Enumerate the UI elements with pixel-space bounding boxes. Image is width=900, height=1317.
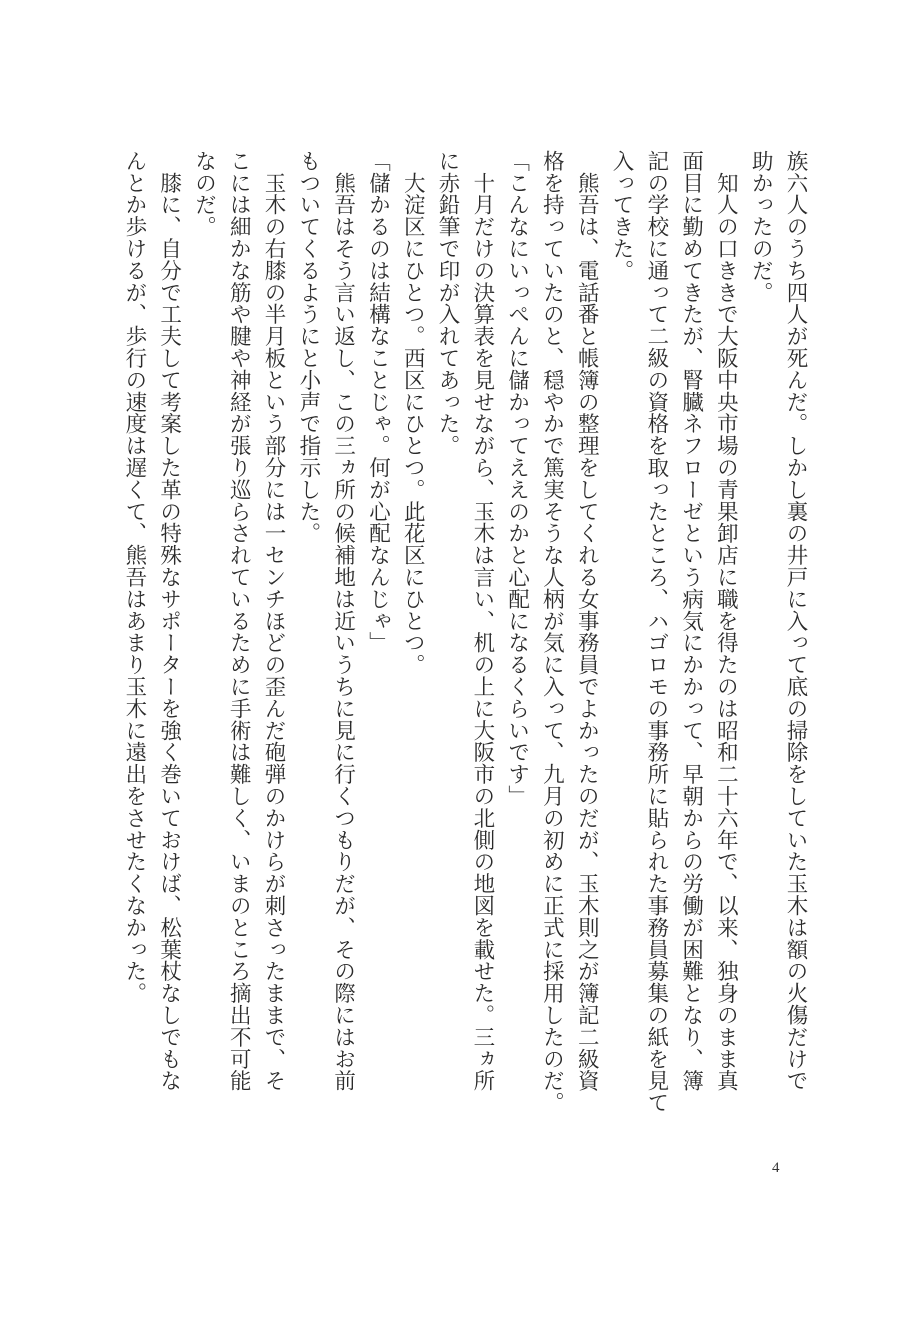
text-line: 膝に、自分で工夫して考案した革の特殊なサポーターを強く巻いておけば、松葉杖なしでもな (156, 150, 182, 1092)
page-number: 4 (772, 1160, 780, 1176)
text-line: もついてくるようにと小声で指示した。 (295, 150, 321, 545)
text-line: なのだ。 (191, 150, 217, 238)
text-line: に赤鉛筆で印が入れてあった。 (435, 150, 461, 457)
text-line: 熊吾は、電話番と帳簿の整理をしてくれる女事務員でよかったのだが、玉木則之が簿記二級資 (574, 150, 600, 1092)
text-line: 「こんなにいっぺんに儲かってええのかと心配になるくらいです」 (504, 150, 530, 807)
text-line: んとか歩けるが、歩行の速度は遅くて、熊吾はあまり玉木に遠出をさせたくなかった。 (121, 150, 147, 1005)
text-line: 十月だけの決算表を見せながら、玉木は言い、机の上に大阪市の北側の地図を載せた。三ヵ所 (469, 150, 495, 1092)
text-line: 入ってきた。 (609, 150, 635, 282)
text-line: 面目に勤めてきたが、腎臓ネフローゼという病気にかかって、早朝からの労働が困難となり、簿 (678, 150, 704, 1092)
text-line: 族六人のうち四人が死んだ。しかし裏の井戸に入って底の掃除をしていた玉木は額の火傷だけで (783, 150, 808, 1092)
body-text (116, 150, 812, 1114)
text-line: 玉木の右膝の半月板という部分には一センチほどの歪んだ砲弾のかけらが刺さったままで、そ (261, 150, 287, 1092)
text-line: 助かったのだ。 (748, 150, 774, 304)
text-line: 知人の口ききで大阪中央市場の青果卸店に職を得たのは昭和二十六年で、以来、独身のまま真 (713, 150, 739, 1092)
text-line: 「儲かるのは結構なことじゃ。何が心配なんじゃ」 (365, 150, 391, 654)
text-line: こには細かな筋や腱や神経が張り巡らされているために手術は難しく、いまのところ摘出不可能 (226, 150, 252, 1092)
text-line: 格を持っていたのと、穏やかで篤実そうな人柄が気に入って、九月の初めに正式に採用したのだ。 (539, 150, 565, 1114)
text-line: 記の学校に通って二級の資格を取ったところ、ハゴロモの事務所に貼られた事務員募集の紙を見て (643, 150, 669, 1114)
text-line: 大淀区にひとつ。西区にひとつ。此花区にひとつ。 (400, 150, 426, 676)
text-line: 熊吾はそう言い返し、この三ヵ所の候補地は近いうちに見に行くつもりだが、その際にはお前 (330, 150, 356, 1092)
